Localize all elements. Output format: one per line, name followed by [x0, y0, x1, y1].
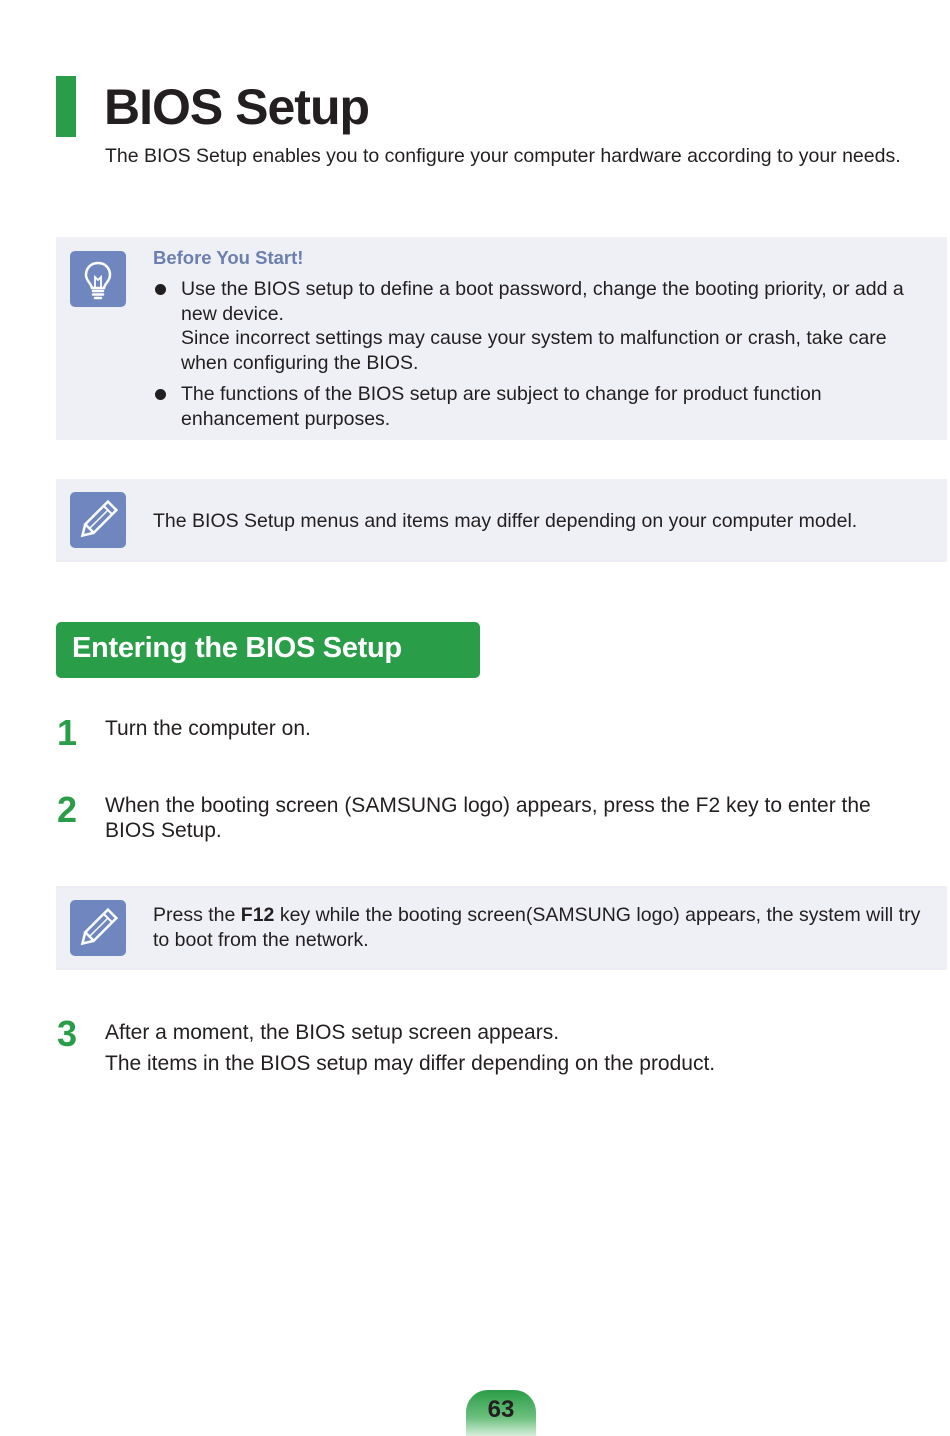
section-heading: Entering the BIOS Setup: [72, 632, 402, 664]
step-number: 2: [57, 789, 78, 830]
note-box: [56, 479, 947, 562]
tip-item-text: The functions of the BIOS setup are subject to change for product function enhancement purposes.: [181, 383, 822, 430]
page-number-tab: [466, 1390, 536, 1436]
title-accent-bar: [56, 76, 76, 137]
bullet-icon: [155, 284, 166, 295]
pencil-icon: [70, 492, 126, 548]
section-header: [56, 622, 480, 678]
note-box: [56, 886, 947, 970]
lightbulb-icon: [70, 251, 126, 307]
step-line: After a moment, the BIOS setup screen appears.: [105, 1021, 560, 1044]
tip-heading: Before You Start!: [153, 247, 304, 268]
step-line: The items in the BIOS setup may differ depending on the product.: [105, 1052, 716, 1075]
note-text: [153, 903, 923, 952]
step-text: [105, 1017, 925, 1079]
tip-item-text: Use the BIOS setup to define a boot password, change the booting priority, or add a new device.: [181, 278, 904, 325]
bullet-icon: [155, 389, 166, 400]
page-number: 63: [487, 1396, 515, 1423]
step-text: [105, 716, 925, 741]
tip-item: [153, 277, 933, 375]
key-name: F12: [240, 904, 275, 926]
tip-item: [153, 382, 933, 431]
page-title: BIOS Setup: [104, 79, 370, 135]
step-line: Turn the computer on.: [105, 717, 311, 740]
tip-item-text: Since incorrect settings may cause your system to malfunction or crash, take care when configuring the BIOS.: [181, 327, 887, 374]
intro-text: The BIOS Setup enables you to configure your computer hardware according to your needs.: [105, 145, 901, 167]
pencil-icon: [70, 900, 126, 956]
step-line: When the booting screen (SAMSUNG logo) appears, press the F2 key to enter the BIOS Setup.: [105, 794, 871, 842]
note-text-part: Press the: [153, 904, 241, 926]
step-number: 1: [57, 712, 78, 753]
note-text: The BIOS Setup menus and items may differ depending on your computer model.: [153, 510, 858, 532]
note-text-part: key while the booting screen(SAMSUNG logo) appears, the system will try to boot from the network.: [153, 904, 921, 951]
step-number: 3: [57, 1013, 78, 1054]
tip-box: [56, 237, 947, 440]
step-text: [105, 793, 925, 843]
tip-list: [153, 277, 933, 438]
